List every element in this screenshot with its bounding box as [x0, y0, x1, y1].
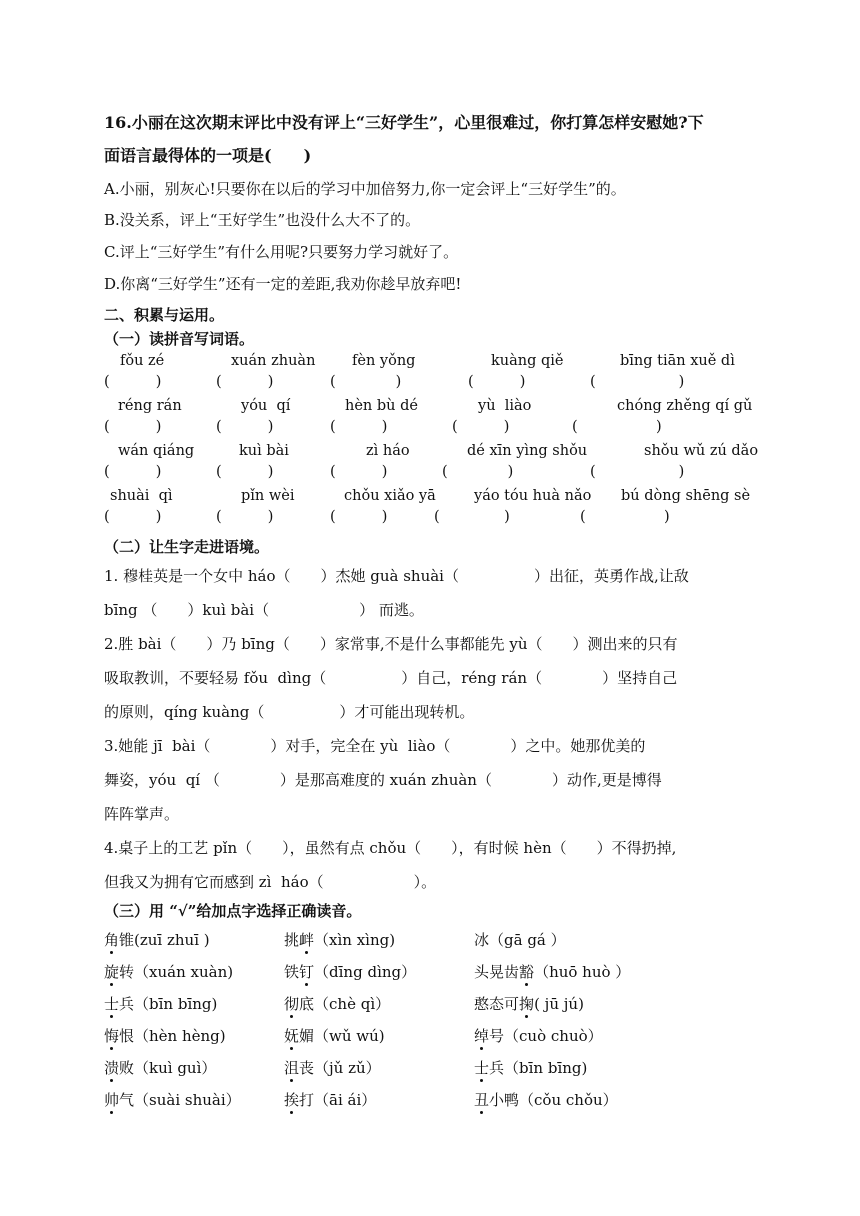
pronunciation-option[interactable]	[474, 1058, 587, 1078]
option-char: 豁	[519, 963, 535, 981]
answer-blank[interactable]: ( )	[104, 419, 162, 435]
q16-option-b: B.没关系，评上“王好学生”也没什么大不了的。	[104, 211, 421, 229]
answer-blank[interactable]: ( )	[104, 464, 162, 480]
pronunciation-option[interactable]	[284, 1026, 385, 1046]
pronunciation-option[interactable]	[104, 1026, 226, 1046]
q16-option-d: D.你离“三好学生”还有一定的差距,我劝你趁早放弃吧!	[104, 275, 462, 293]
option-char: 衅	[299, 931, 315, 949]
answer-blank[interactable]: ( )	[442, 464, 514, 480]
option-char: 旋	[104, 963, 120, 981]
option-char: 悔	[104, 1027, 120, 1045]
q16-option-a: A.小丽，别灰心!只要你在以后的学习中加倍努力,你一定会评上“三好学生”的。	[104, 180, 626, 198]
pinyin-item: bú dòng shēng sè	[621, 488, 751, 504]
option-reading: （gā gá ）	[489, 931, 566, 949]
answer-blank[interactable]: ( )	[104, 509, 162, 525]
option-char: 憨	[474, 995, 490, 1013]
option-char: 齿	[504, 963, 520, 981]
answer-blank[interactable]: ( )	[572, 419, 662, 435]
option-char: 铁	[284, 963, 300, 981]
answer-blank[interactable]: ( )	[452, 419, 510, 435]
pronunciation-option[interactable]	[474, 962, 630, 982]
option-char: 冰	[474, 931, 490, 949]
option-char: 溃	[104, 1059, 120, 1077]
context-line: 阵阵掌声。	[104, 805, 180, 823]
pinyin-item: pǐn wèi	[241, 488, 295, 504]
context-line: 吸取教训，不要轻易 fǒu dìng（ ）自己，réng rán（ ）坚持自己	[104, 669, 678, 687]
answer-blank[interactable]: ( )	[216, 374, 274, 390]
pinyin-item: kuì bài	[239, 443, 289, 459]
answer-blank[interactable]: ( )	[330, 509, 388, 525]
answer-blank[interactable]: ( )	[216, 419, 274, 435]
option-char: 丑	[474, 1091, 490, 1109]
option-char: 妩	[284, 1027, 300, 1045]
section-2-title: 二、积累与运用。	[104, 306, 225, 324]
answer-blank[interactable]: ( )	[216, 509, 274, 525]
answer-blank[interactable]: ( )	[468, 374, 526, 390]
pinyin-item: chóng zhěng qí gǔ	[617, 398, 753, 414]
answer-blank[interactable]: ( )	[590, 374, 685, 390]
answer-blank[interactable]: ( )	[216, 464, 274, 480]
pronunciation-option[interactable]	[474, 930, 566, 950]
part-2-title: （二）让生字走进语境。	[104, 538, 270, 556]
answer-blank[interactable]: ( )	[590, 464, 685, 480]
pronunciation-option[interactable]	[284, 994, 390, 1014]
option-reading: （dīng dìng）	[314, 963, 417, 981]
option-char: 晃	[489, 963, 505, 981]
context-line: 舞姿，yóu qí （ ）是那高难度的 xuán zhuàn（ ）动作,更是博得	[104, 771, 662, 789]
option-reading: 号（cuò chuò）	[489, 1027, 603, 1045]
pronunciation-option[interactable]	[104, 962, 233, 982]
pinyin-item: xuán zhuàn	[231, 353, 316, 369]
option-reading: 恨（hèn hèng)	[119, 1027, 226, 1045]
answer-blank[interactable]: ( )	[434, 509, 510, 525]
option-char: 挑	[284, 931, 300, 949]
option-char: 态	[489, 995, 505, 1013]
option-char: 帅	[104, 1091, 120, 1109]
option-char: 可	[504, 995, 520, 1013]
answer-blank[interactable]: ( )	[580, 509, 670, 525]
pinyin-item: zì háo	[366, 443, 410, 459]
option-reading: （xìn xìng)	[314, 931, 396, 949]
pronunciation-option[interactable]	[104, 1058, 216, 1078]
pronunciation-option[interactable]	[104, 930, 210, 950]
part-1-title: （一）读拼音写词语。	[104, 330, 255, 348]
option-reading: 小鸭（cǒu chǒu）	[489, 1091, 618, 1109]
pinyin-item: dé xīn yìng shǒu	[467, 443, 588, 459]
pronunciation-option[interactable]	[284, 962, 416, 982]
context-line: bīng （ ）kuì bài（ ） 而逃。	[104, 601, 424, 619]
option-char: 头	[474, 963, 490, 981]
option-reading: 转（xuán xuàn)	[119, 963, 234, 981]
option-reading: 底（chè qì）	[299, 995, 391, 1013]
q16-option-c: C.评上“三好学生”有什么用呢?只要努力学习就好了。	[104, 243, 459, 261]
pinyin-item: shǒu wǔ zú dǎo	[644, 443, 759, 459]
option-char: 掬	[519, 995, 535, 1013]
answer-blank[interactable]: ( )	[104, 374, 162, 390]
answer-blank[interactable]: ( )	[330, 374, 402, 390]
context-line: 但我又为拥有它而感到 zì háo（ ）。	[104, 873, 437, 891]
answer-blank[interactable]: ( )	[330, 464, 388, 480]
pronunciation-option[interactable]	[284, 1090, 376, 1110]
pronunciation-option[interactable]	[284, 930, 395, 950]
part-3-title: （三）用 “√”给加点字选择正确读音。	[104, 902, 362, 920]
q16-stem-line1: 16.小丽在这次期末评比中没有评上“三好学生”，心里很难过，你打算怎样安慰她?下	[104, 113, 704, 132]
option-char: 彻	[284, 995, 300, 1013]
option-reading: （huō huò ）	[534, 963, 631, 981]
context-line: 1. 穆桂英是一个女中 háo（ ）杰她 guà shuài（ ）出征，英勇作战,让敌	[104, 567, 689, 585]
option-reading: 丧（jǔ zǔ）	[299, 1059, 381, 1077]
option-char: 沮	[284, 1059, 300, 1077]
option-reading: 气（suài shuài）	[119, 1091, 241, 1109]
pinyin-item: hèn bù dé	[345, 398, 418, 414]
option-reading: ( jū jú)	[534, 995, 584, 1013]
option-char: 钉	[299, 963, 315, 981]
context-line: 3.她能 jī bài（ ）对手，完全在 yù liào（ ）之中。她那优美的	[104, 737, 646, 755]
pronunciation-option[interactable]	[104, 1090, 241, 1110]
pronunciation-option[interactable]	[284, 1058, 381, 1078]
option-char: 士	[104, 995, 120, 1013]
q16-stem-line2: 面语言最得体的一项是( )	[104, 146, 312, 165]
context-line: 4.桌子上的工艺 pǐn（ ），虽然有点 chǒu（ ），有时候 hèn（ ）不得扔掉,	[104, 839, 677, 857]
context-line: 的原则，qíng kuàng（ ）才可能出现转机。	[104, 703, 475, 721]
option-reading: 媚（wǔ wú)	[299, 1027, 385, 1045]
option-reading: 兵（bīn bīng)	[119, 995, 218, 1013]
pinyin-item: yù liào	[478, 398, 532, 414]
pronunciation-option[interactable]	[104, 994, 217, 1014]
option-char: 挨	[284, 1091, 300, 1109]
option-reading: 锥(zuī zhuī )	[119, 931, 210, 949]
pinyin-item: réng rán	[118, 398, 182, 414]
pinyin-item: fèn yǒng	[352, 353, 416, 369]
pronunciation-option[interactable]	[474, 1026, 603, 1046]
pinyin-item: wán qiáng	[118, 443, 195, 459]
option-reading: 兵（bīn bīng)	[489, 1059, 588, 1077]
pronunciation-option[interactable]	[474, 994, 584, 1014]
option-char: 绰	[474, 1027, 490, 1045]
pinyin-item: kuàng qiě	[491, 353, 564, 369]
pinyin-item: fǒu zé	[120, 353, 165, 369]
option-char: 角	[104, 931, 120, 949]
option-reading: 打（āi ái）	[299, 1091, 377, 1109]
pinyin-item: yóu qí	[241, 398, 291, 414]
pronunciation-option[interactable]	[474, 1090, 618, 1110]
context-line: 2.胜 bài（ ）乃 bīng（ ）家常事,不是什么事都能先 yù（ ）测出来的只有	[104, 635, 678, 653]
option-reading: 败（kuì guì）	[119, 1059, 217, 1077]
option-char: 士	[474, 1059, 490, 1077]
pinyin-item: shuài qì	[110, 488, 173, 504]
pinyin-item: bīng tiān xuě dì	[620, 353, 735, 369]
answer-blank[interactable]: ( )	[330, 419, 388, 435]
pinyin-item: chǒu xiǎo yā	[344, 488, 436, 504]
pinyin-item: yáo tóu huà nǎo	[474, 488, 592, 504]
